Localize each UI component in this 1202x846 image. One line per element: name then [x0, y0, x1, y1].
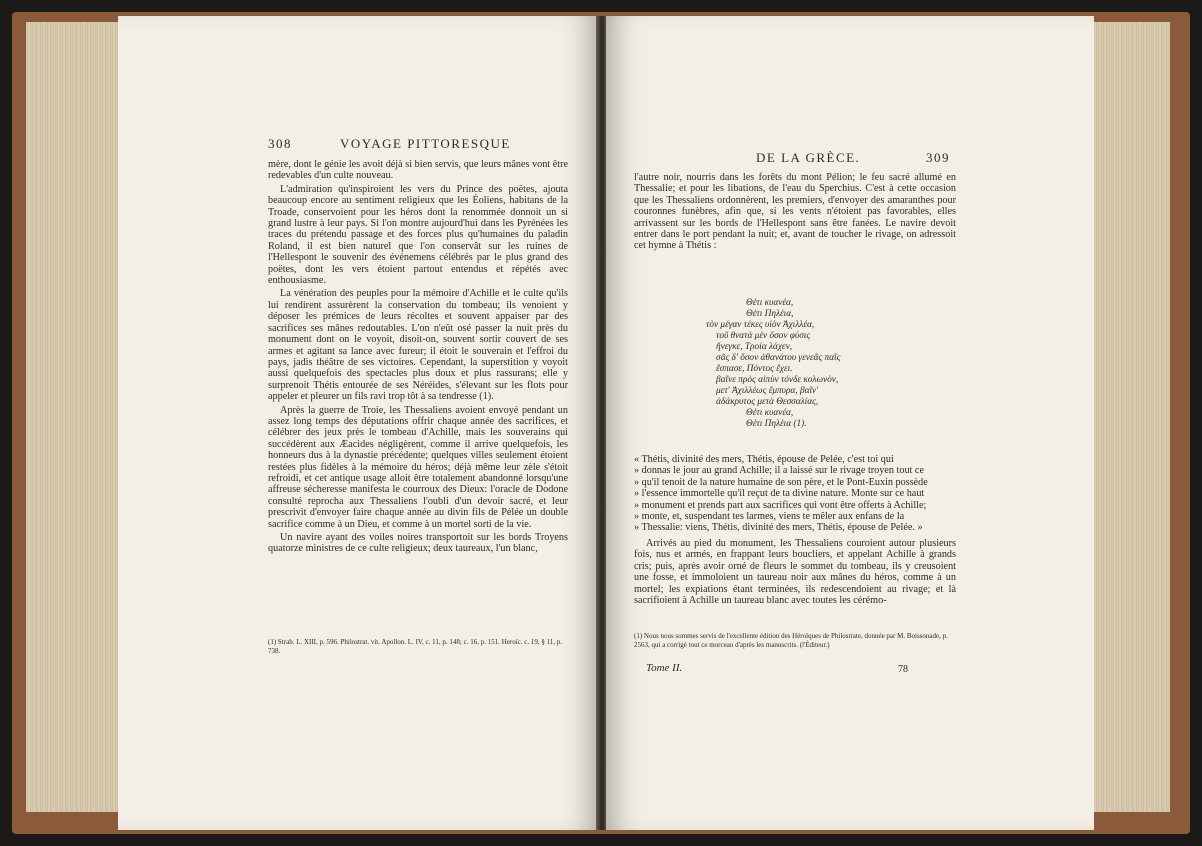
greek-line: ἤνεγκε, Τροία λάχεν, [716, 342, 793, 352]
translation-line: » monument et prends part aux sacrifices qui vont être offerts à Achille; [634, 499, 927, 511]
right-page-closing [634, 538, 956, 608]
greek-hymn [706, 298, 936, 430]
translation-line: » monte, et, suspendant tes larmes, viens te mêler aux enfans de la [634, 511, 905, 523]
greek-line: τὸν μέγαν τέκες υἱὸν Ἀχιλλέα, [706, 320, 815, 330]
greek-line: Θέτι κυανέα, [746, 298, 794, 308]
signature-volume: Tome II. [646, 662, 683, 674]
paragraph: Arrivés au pied du monument, les Thessaliens couroient autour plusieurs fois, nus et armés, en frappant leurs boucliers, et appelant Achille à grands cris; puis, après avoir orné de fleurs le sommet du tombeau, ils y creusoient une fosse, et immoloient un taureau noir aux mânes du héros, comme à un mortel; les expiations étant terminées, ils redescendoient au rivage; et là sacrifioient à Achille un taureau blanc avec toutes les cérémo- [634, 538, 956, 607]
greek-line: μετ' Ἀχιλλέως ἔμπυρα, βαῖν' [716, 386, 819, 396]
right-page-intro [634, 172, 956, 254]
page-number-left: 308 [268, 136, 292, 151]
translation-line: » qu'il tenoit de la nature humaine de son père, et le Pont-Euxin possède [634, 476, 928, 488]
paragraph: mère, dont le génie les avoit déjà si bien servis, que leurs mânes vont être redevables d'un culte nouveau. [268, 159, 568, 182]
greek-line: Θέτι κυανέα, [746, 408, 794, 418]
left-page-edges [26, 22, 126, 812]
running-head-right: DE LA GRÈCE. [756, 150, 861, 165]
translation-line: » donnas le jour au grand Achille; il a laissé sur le rivage troyen tout ce [634, 465, 924, 477]
greek-line: ἀδάκρυτος μετὰ Θεσσαλίας, [716, 397, 819, 407]
greek-line: ἔσπασε, Πόντος ἔχει. [716, 364, 793, 374]
french-translation [634, 454, 960, 534]
paragraph: l'autre noir, nourris dans les forêts du mont Pélion; le feu sacré allumé en Thessalie; et pour les libations, de l'eau du Sperchius. C'est à cette occasion que les Thessaliens ordonnèrent, les premiers, d'envoyer des amaranthes pour couronnes funèbres, afin que, si les vents n'étoient pas favorables, elles arrivassent sur les bords de l'Hellespont sans être fanées. Le navire devoit entrer dans le port pendant la nuit; et, avant de toucher le rivage, on adressoit cet hymne à Thétis : [634, 172, 956, 252]
translation-line: » l'essence immortelle qu'il reçut de ta divine nature. Monte sur ce haut [634, 488, 925, 500]
paragraph: L'admiration qu'inspiroient les vers du Prince des poëtes, ajouta beaucoup encore au sentiment religieux que les Éoliens, habitans de la Troade, conservoient pour les héros dont la renommée donnoit un si grand lustre à leur pays. Si l'on montre aujourd'hui dans les Pyrénées les traces du prétendu passage et des forces plus qu'humaines du paladin Roland, il est bien naturel que l'on conservât sur les ruines de l'Hellespont le souvenir des événemens célébrés par le plus grand des poëtes, dont les vers étoient partout entendus et répétés avec enthousiasme. [268, 183, 568, 287]
greek-line: σᾶς δ' ὅσον ἀθανάτου γενεᾶς παῖς [716, 353, 841, 363]
greek-line: Θέτι Πηλέια, [746, 309, 794, 319]
paragraph: La vénération des peuples pour la mémoire d'Achille et le culte qu'ils lui rendirent assurèrent la conservation du tombeau; ils venoient y déposer les prémices de leurs récoltes et souvent appaiser par des sacrifices ses mânes redoutables. L'on n'eût osé passer la nuit près du monument dont on le voyoit, disoit-on, souvent sortir couvert de ses armes et agitant sa lance avec fureur; il étoit le souverain et l'effroi du pays, jadis théâtre de ses victoires. Cependant, la superstition y voyoit aussi quelquefois des spectacles plus doux et plus rassurans; elle y surprenoit Thétis entourée de ses Néréides, s'élevant sur les flots pour appeler et pleurer un fils ravi trop tôt à sa tendresse (1). [268, 288, 568, 403]
paragraph: Après la guerre de Troie, les Thessaliens avoient envoyé pendant un assez long temps des députations offrir chaque année des sacrifices, et célébrer des jeux près le tombeau d'Achille, mais les souverains qui succédèrent aux Æacides négligèrent, comme il arrive quelquefois, les honneurs dus à la dynastie précédente; quelques villes seulement étoient restées plus fidèles à la mémoire du héros; déjà même leur zèle s'étoit refroidi, et cet antique usage alloit être totalement abandonné lorsqu'une affreuse sécheresse manifesta le courroux des Dieux: l'oracle de Dodone consulté reprocha aux Thessaliens l'oubli d'un devoir sacré, et leur prescrivit d'envoyer faire chaque année au divin fils de Pélée un double sacrifice comme à un Dieu, et comme à un mortel sorti de la vie. [268, 404, 568, 530]
translation-line: « Thétis, divinité des mers, Thétis, épouse de Pelée, c'est toi qui [634, 454, 894, 465]
left-page-body [268, 159, 568, 557]
footnote-right: (1) Nous nous sommes servis de l'excellente édition des Héroïques de Philostrate, donnée par M. Boissonade, p. 2563, qui a corrigé tout ce morceau d'après les manuscrits. (l'Éditeur.) [634, 632, 948, 649]
right-page-edges [1092, 22, 1170, 812]
greek-line: τοῦ θνατὰ μὲν ὅσον φύσις [716, 331, 811, 341]
signature-sheet: 78 [898, 664, 908, 675]
paragraph: Un navire ayant des voiles noires transportoit sur les bords Troyens quatorze ministres de ce culte religieux; deux taureaux, l'un blanc, [268, 532, 568, 555]
greek-line: Θέτι Πηλέια (1). [746, 419, 807, 429]
right-page [606, 16, 1094, 830]
footnote-left: (1) Strab. L. XIII, p. 596. Philostrat. vit. Apollon. L. IV, c. 11, p. 148; c. 16, p. 151. Heroïc. c. 19, § 11, p. 738. [268, 638, 563, 655]
greek-line: βαῖνε πρὸς αἰπὺν τόνδε κολωνὸν, [716, 375, 839, 385]
page-number-right: 309 [926, 150, 950, 165]
left-page [118, 16, 598, 830]
translation-line: » Thessalie: viens, Thétis, divinité des mers, Thétis, épouse de Pelée. » [634, 522, 923, 534]
running-head-left: VOYAGE PITTORESQUE [340, 136, 511, 151]
